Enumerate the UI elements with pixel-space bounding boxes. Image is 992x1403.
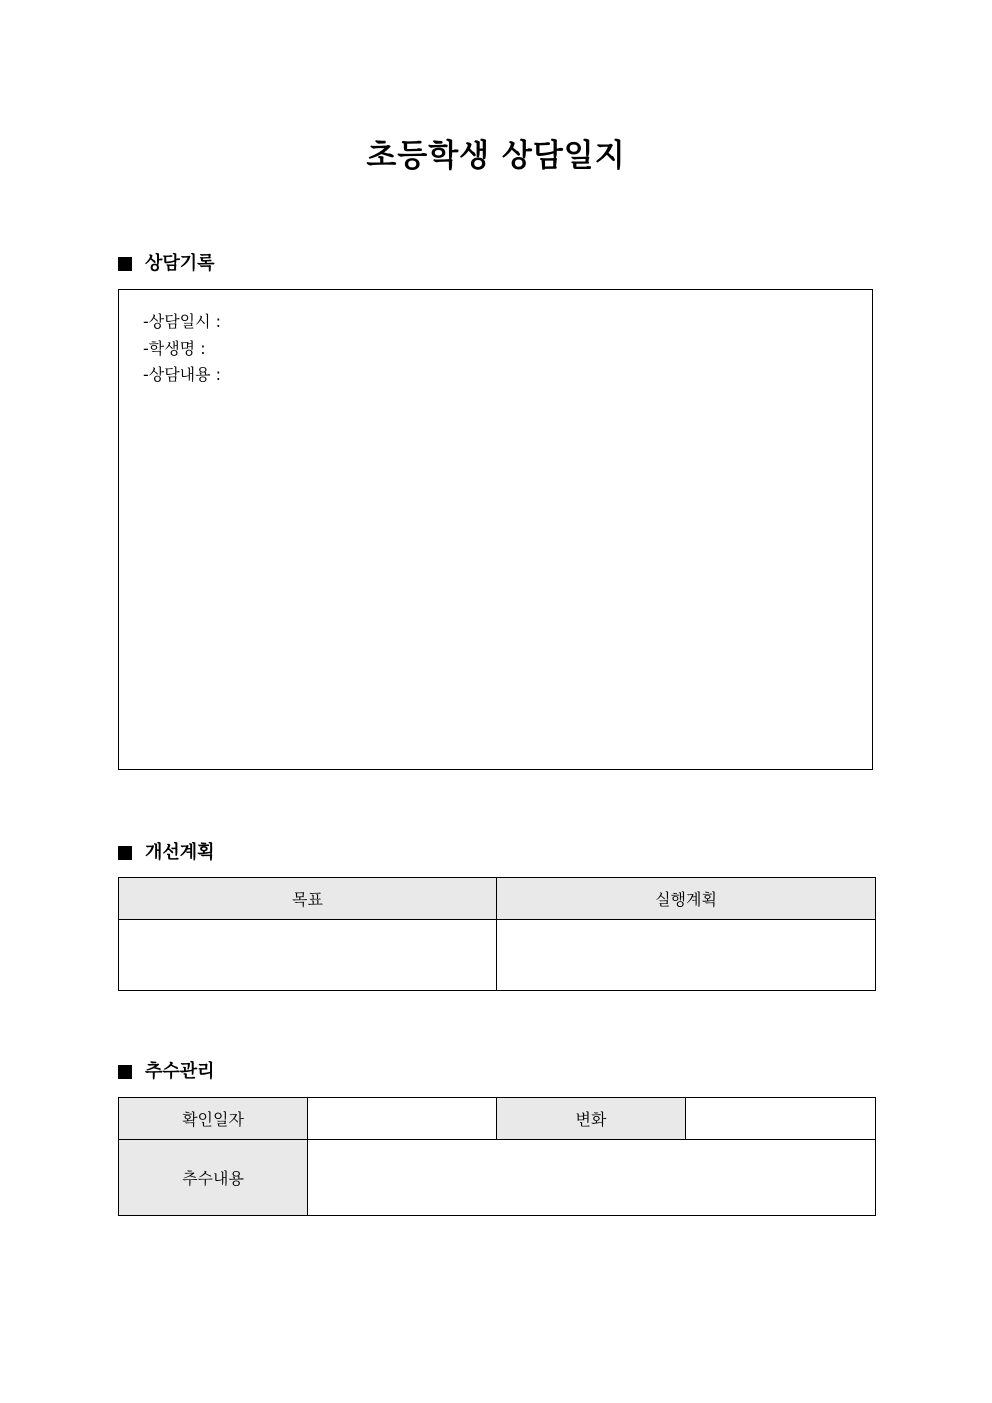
column-header-action-plan: 실행계획 — [497, 878, 876, 920]
change-label: 변화 — [497, 1098, 686, 1140]
follow-up-content-cell[interactable] — [308, 1140, 876, 1216]
record-line-student-name: -학생명 : — [143, 338, 206, 358]
black-square-icon — [118, 257, 132, 271]
follow-up-content-label: 추수내용 — [119, 1140, 308, 1216]
section-heading-counseling-record — [118, 252, 215, 276]
counseling-record-box[interactable] — [118, 289, 873, 770]
follow-up-table — [118, 1097, 876, 1216]
record-line-datetime: -상담일시 : — [143, 312, 222, 331]
black-square-icon — [118, 1065, 132, 1079]
change-cell[interactable] — [686, 1098, 876, 1140]
black-square-icon — [118, 846, 132, 860]
action-plan-cell[interactable] — [497, 920, 876, 991]
column-header-goal: 목표 — [119, 878, 497, 920]
document-title: 초등학생 상담일지 — [366, 138, 626, 174]
check-date-cell[interactable] — [308, 1098, 497, 1140]
check-date-label: 확인일자 — [119, 1098, 308, 1140]
section-heading-label: 추수관리 — [145, 1061, 215, 1082]
section-heading-label: 상담기록 — [145, 253, 215, 274]
goal-cell[interactable] — [119, 920, 497, 991]
section-heading-improvement-plan — [118, 841, 215, 865]
section-heading-follow-up — [118, 1060, 215, 1084]
section-heading-label: 개선계획 — [145, 842, 215, 863]
record-line-content: -상담내용 : — [143, 365, 222, 384]
improvement-plan-table — [118, 877, 876, 991]
